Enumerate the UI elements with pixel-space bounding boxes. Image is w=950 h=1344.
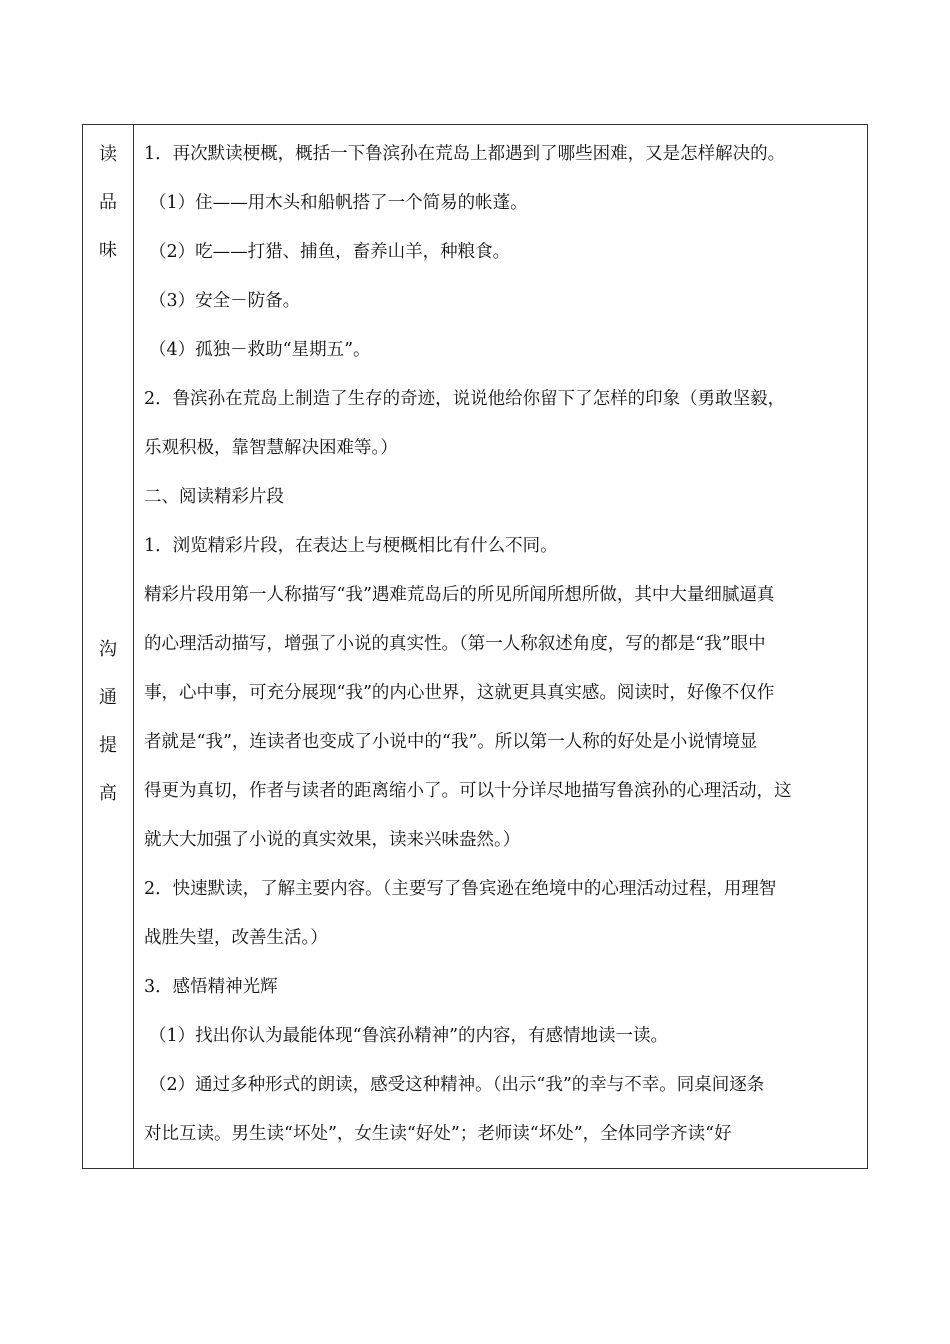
question-2-line-1: 2．鲁滨孙在荒岛上制造了生存的奇迹，说说他给你留下了怎样的印象（勇敢坚毅， bbox=[144, 389, 786, 409]
reading-answer-line-5: 得更为真切，作者与读者的距离缩小了。可以十分详尽地描写鲁滨孙的心理活动，这 bbox=[144, 781, 792, 801]
reading-answer-line-1: 精彩片段用第一人称描写“我”遇难荒岛后的所见所闻所想所做，其中大量细腻逼真 bbox=[144, 585, 775, 605]
section-label-char: 提 bbox=[99, 735, 117, 756]
section-label-column bbox=[83, 125, 134, 1168]
reading-answer-line-3: 事，心中事，可充分展现“我”的内心世界，这就更具真实感。阅读时，好像不仅作 bbox=[144, 683, 775, 703]
section-heading-reading: 二、阅读精彩片段 bbox=[144, 487, 284, 507]
reading-question-2-line-2: 战胜失望，改善生活。） bbox=[144, 928, 328, 948]
section-label-char: 味 bbox=[99, 240, 117, 261]
lesson-content bbox=[144, 130, 852, 1159]
reading-answer-line-4: 者就是“我”，连读者也变成了小说中的“我”。所以第一人称的好处是小说情境显 bbox=[144, 732, 758, 752]
section-label-char: 品 bbox=[99, 192, 117, 213]
content-column bbox=[134, 125, 867, 1168]
answer-loneliness: （4）孤独－救助“星期五”。 bbox=[149, 340, 371, 360]
section-label-read-taste bbox=[83, 131, 133, 275]
reading-question-3: 3．感悟精神光辉 bbox=[144, 977, 278, 997]
answer-food: （2）吃——打猎、捕鱼，畜养山羊，种粮食。 bbox=[149, 242, 511, 262]
section-label-char: 通 bbox=[99, 687, 117, 708]
question-2-line-2: 乐观积极，靠智慧解决困难等。） bbox=[144, 438, 398, 458]
reading-question-1: 1．浏览精彩片段，在表达上与梗概相比有什么不同。 bbox=[144, 536, 558, 556]
spirit-task-2-line-1: （2）通过多种形式的朗读，感受这种精神。（出示“我”的幸与不幸。同桌间逐条 bbox=[149, 1075, 765, 1095]
reading-answer-line-6: 就大大加强了小说的真实效果，读来兴味盎然。） bbox=[144, 830, 521, 850]
answer-shelter: （1）住——用木头和船帆搭了一个简易的帐蓬。 bbox=[149, 193, 528, 213]
answer-safety: （3）安全－防备。 bbox=[149, 291, 301, 311]
section-label-communicate-improve bbox=[83, 626, 133, 818]
reading-question-2-line-1: 2．快速默读，了解主要内容。（主要写了鲁宾逊在绝境中的心理活动过程，用理智 bbox=[144, 879, 777, 899]
section-label-char: 高 bbox=[99, 783, 117, 804]
section-label-char: 读 bbox=[99, 144, 117, 165]
spirit-task-1: （1）找出你认为最能体现“鲁滨孙精神”的内容，有感情地读一读。 bbox=[149, 1026, 669, 1046]
lesson-table bbox=[82, 124, 868, 1169]
reading-answer-line-2: 的心理活动描写，增强了小说的真实性。（第一人称叙述角度，写的都是“我”眼中 bbox=[144, 634, 766, 654]
spirit-task-2-line-2: 对比互读。男生读“坏处”，女生读“好处”；老师读“坏处”，全体同学齐读“好 bbox=[144, 1124, 732, 1144]
section-label-char: 沟 bbox=[99, 639, 117, 660]
question-1: 1．再次默读梗概，概括一下鲁滨孙在荒岛上都遇到了哪些困难，又是怎样解决的。 bbox=[144, 144, 786, 164]
